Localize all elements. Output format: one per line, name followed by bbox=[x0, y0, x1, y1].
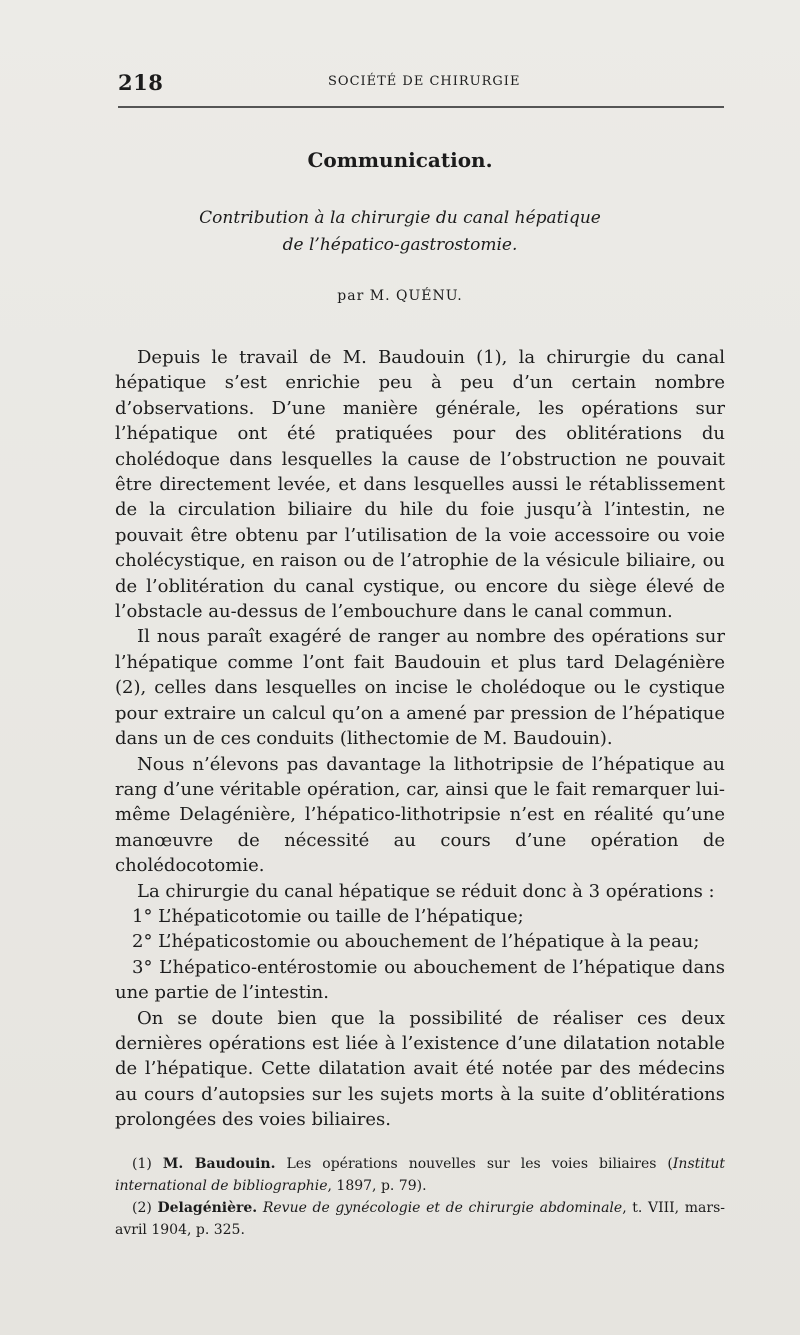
article-title: Communication. bbox=[307, 148, 493, 172]
body-paragraph: Nous n’élevons pas davantage la lithotripsie de l’hépatique au rang d’une véritable opération, car, ainsi que le fait remarquer lui-même Delagénière, l’hépatico-lithotripsie n’est en réalité qu’une manœuvre de nécessité au cours d’une opération de cholédocotomie. bbox=[115, 753, 725, 877]
subtitle-line: de l’hépatico-gastrostomie. bbox=[282, 235, 518, 255]
article-body bbox=[115, 345, 725, 1133]
footnote bbox=[115, 1197, 725, 1241]
footnote-marker: (2) bbox=[132, 1200, 152, 1216]
operation-list-item: 3° L’hépatico-entérostomie ou abouchement de l’hépatique dans une partie de l’intestin. bbox=[115, 956, 725, 1004]
header-rule bbox=[118, 106, 724, 108]
page-header bbox=[118, 70, 724, 98]
operation-list-item: 1° L’hépaticotomie ou taille de l’hépatique; bbox=[132, 905, 524, 927]
footnote-author: Delagénière. bbox=[157, 1200, 258, 1216]
footnote-text: Les opérations nouvelles sur les voies biliaires ( bbox=[286, 1156, 673, 1172]
footnote-source: Revue de gynécologie et de chirurgie abdominale bbox=[262, 1200, 623, 1216]
footnote-source: Institut international de bibliographie bbox=[115, 1156, 726, 1194]
body-paragraph: Depuis le travail de M. Baudouin (1), la chirurgie du canal hépatique s’est enrichie peu à peu d’un certain nombre d’observations. D’une manière générale, les opérations sur l’hépatique ont été pratiquées pour des oblitérations du cholédoque dans lesquelles la cause de l’obstruction ne pouvait être directement levée, et dans lesquelles aussi le rétablissement de la circulation biliaire du hile du foie jusqu’à l’intestin, ne pouvait être obtenu par l’utilisation de la voie accessoire ou voie cholécystique, en raison ou de l’atrophie de la vésicule biliaire, ou de l’oblitération du canal cystique, ou encore du siège élevé de l’obstacle au-dessus de l’embouchure dans le canal commun. bbox=[115, 347, 725, 623]
article-author: par M. QUÉNU. bbox=[337, 288, 463, 304]
running-head: SOCIÉTÉ DE CHIRURGIE bbox=[328, 74, 521, 89]
footnote-tail: , t. VIII, mars-avril 1904, p. 325. bbox=[115, 1200, 725, 1238]
body-paragraph: Il nous paraît exagéré de ranger au nombre des opérations sur l’hépatique comme l’ont fait Baudouin et plus tard Delagénière (2), celles dans lesquelles on incise le cholédoque ou le cystique pour extraire un calcul qu’on a amené par pression de l’hépatique dans un de ces conduits (lithectomie de M. Baudouin). bbox=[115, 626, 725, 750]
subtitle-line: Contribution à la chirurgie du canal hépatique bbox=[199, 208, 601, 228]
body-paragraph: La chirurgie du canal hépatique se réduit donc à 3 opérations : bbox=[137, 880, 715, 902]
operation-list-item: 2° L’hépaticostomie ou abouchement de l’hépatique à la peau; bbox=[132, 931, 700, 953]
footnote-author: M. Baudouin. bbox=[162, 1156, 276, 1172]
article-subtitle bbox=[0, 205, 800, 259]
footnote-tail: , 1897, p. 79). bbox=[327, 1178, 427, 1194]
footnotes bbox=[115, 1153, 725, 1241]
body-paragraph: On se doute bien que la possibilité de réaliser ces deux dernières opérations est liée à l’existence d’une dilatation notable de l’hépatique. Cette dilatation avait été notée par des médecins au cours d’autopsies sur les sujets morts à la suite d’oblitérations prolongées des voies biliaires. bbox=[115, 1007, 725, 1131]
page-number: 218 bbox=[118, 70, 164, 95]
footnote bbox=[115, 1153, 725, 1197]
footnote-marker: (1) bbox=[132, 1156, 152, 1172]
